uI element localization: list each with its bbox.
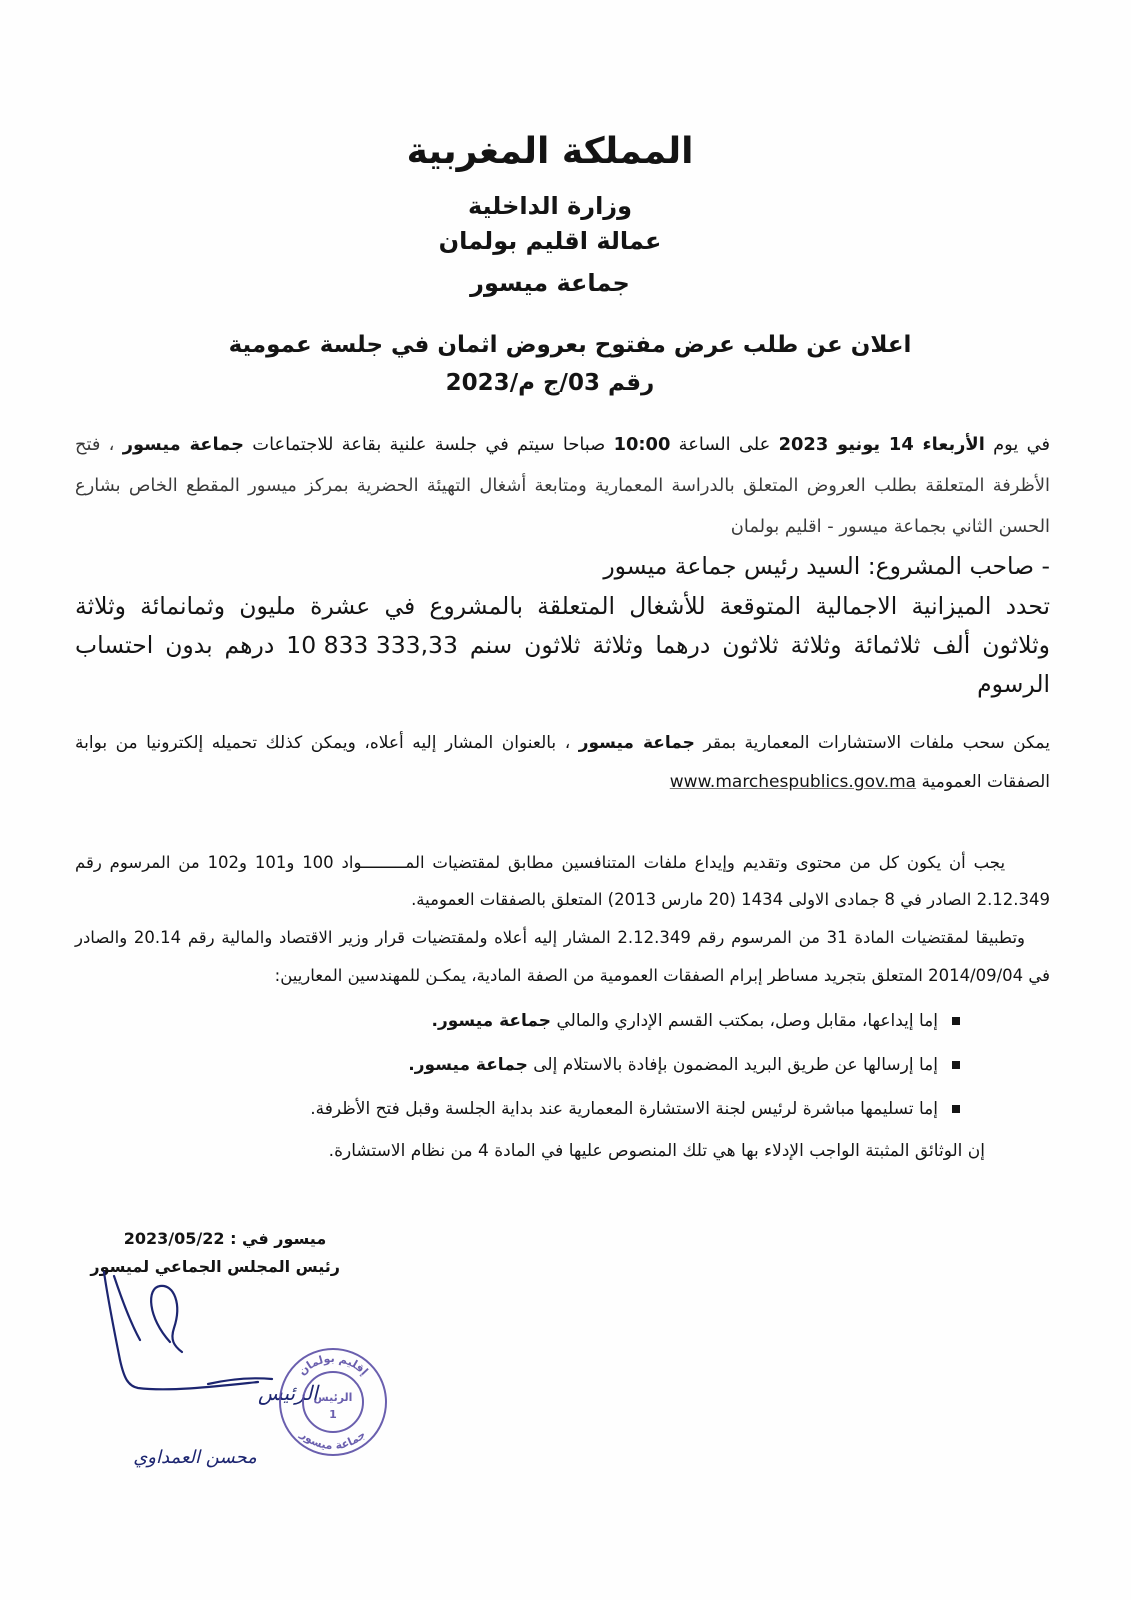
signature-title: الرئيس xyxy=(258,1381,318,1405)
square-bullet-icon xyxy=(952,1105,960,1113)
signature-stroke xyxy=(104,1272,258,1389)
signature-loop xyxy=(151,1286,182,1352)
option-deposit xyxy=(75,999,960,1043)
opening-paragraph xyxy=(75,424,1050,547)
opening-text: في يوم xyxy=(993,434,1050,455)
signature-and-stamp xyxy=(90,1270,410,1500)
opening-text: على الساعة xyxy=(678,434,771,455)
signatory-role: رئيس المجلس الجماعي لميسور xyxy=(90,1257,340,1276)
square-bullet-icon xyxy=(952,1061,960,1069)
prefecture-heading: عمالة اقليم بولمان xyxy=(438,227,662,255)
budget-amount: 10 833 333,33 xyxy=(286,630,458,659)
budget-text: تحدد الميزانية الاجمالية المتوقعة للأشغال المتعلقة بالمشروع في عشرة مليون وثمانمائة وثلاثة وثلاثون ألف ثلاثمائة وثلاثة ثلاثون درهما وثلاثة ثلاثون سنم xyxy=(75,591,1050,659)
submission-options-list xyxy=(75,999,1050,1132)
stamp-bottom-text: جماعة ميسور xyxy=(297,1427,369,1453)
session-date: الأربعاء 14 يونيو 2023 xyxy=(778,434,985,455)
option-text xyxy=(408,1043,938,1087)
commune-name: جماعة ميسور xyxy=(578,733,695,754)
signature-name: محسن العمداوي xyxy=(133,1447,257,1468)
announcement-number: رقم 03/ج م/2023 xyxy=(445,370,655,396)
download-paragraph xyxy=(75,724,1050,802)
option-handover xyxy=(75,1087,960,1131)
commune-heading: جماعة ميسور xyxy=(470,269,630,297)
project-owner: - صاحب المشروع: السيد رئيس جماعة ميسور xyxy=(603,552,1050,581)
opening-text: صباحا سيتم في جلسة علنية بقاعة للاجتماعات xyxy=(252,434,606,455)
square-bullet-icon xyxy=(952,1017,960,1025)
handwritten-signature xyxy=(104,1272,320,1468)
option-text-main: إما إرسالها عن طريق البريد المضمون بإفادة بالاستلام إلى xyxy=(533,1054,938,1075)
option-text xyxy=(432,999,938,1043)
kingdom-heading: المملكة المغربية xyxy=(406,131,694,172)
download-text: يمكن سحب ملفات الاستشارات المعمارية بمقر xyxy=(703,733,1050,754)
stamp-top-text: إقليم بولمان xyxy=(295,1351,371,1378)
budget-paragraph xyxy=(75,587,1050,704)
portal-url: www.marchespublics.gov.ma xyxy=(669,772,917,793)
announcement-title: اعلان عن طلب عرض مفتوح بعروض اثمان في جلسة عمومية xyxy=(228,332,912,358)
documents-note: إن الوثائق المثبتة الواجب الإدلاء بها هي تلك المنصوص عليها في المادة 4 من نظام الاستشارة. xyxy=(328,1141,985,1162)
signature-stroke xyxy=(114,1276,140,1340)
place-and-date: ميسور في : 2023/05/22 xyxy=(123,1229,327,1248)
stamp-center-number: 1 xyxy=(329,1408,337,1421)
commune-name: جماعة ميسور xyxy=(122,434,244,455)
budget-text-after: درهم بدون احتساب الرسوم xyxy=(75,630,1050,698)
download-text: ، بالعنوان المشار إليه أعلاه، ويمكن كذلك تحميله إلكترونيا من بوابة الصفقات العمومية xyxy=(75,733,1050,793)
session-time: 10:00 xyxy=(613,434,671,455)
opening-text: ، فتح الأظرفة المتعلقة بطلب العروض المتعلق بالدراسة المعمارية ومتابعة أشغال التهيئة الحضرية بمركز ميسور المقطع الخاص بشارع الحسن الثاني بجماعة ميسور - اقليم بولمان xyxy=(75,434,1050,538)
conformity-paragraph: يجب أن يكون كل من محتوى وتقديم وإيداع ملفات المتنافسين مطابق لمقتضيات المـــــــــواد 100 و101 و102 من المرسوم رقم 2.12.349 الصادر في 8 جمادى الاولى 1434 (20 مارس 2013) المتعلق بالصفقات العمومية. xyxy=(75,852,1050,910)
option-text-main: إما إيداعها، مقابل وصل، بمكتب القسم الإداري والمالي xyxy=(556,1010,938,1031)
stamp-center-title: الرئيس xyxy=(313,1391,353,1404)
commune-name: جماعة ميسور. xyxy=(431,1010,552,1031)
announcement-body xyxy=(75,424,1050,1172)
option-mail xyxy=(75,1043,960,1087)
option-text: إما تسليمها مباشرة لرئيس لجنة الاستشارة المعمارية عند بداية الجلسة وقبل فتح الأظرفة. xyxy=(310,1098,938,1119)
commune-name: جماعة ميسور. xyxy=(408,1054,528,1075)
ministry-heading: وزارة الداخلية xyxy=(467,192,633,220)
application-paragraph: وتطبيقا لمقتضيات المادة 31 من المرسوم رقم 2.12.349 المشار إليه أعلاه ولمقتضيات قرار وزير الاقتصاد والمالية رقم 20.14 والصادر في 2014/09/04 المتعلق بتجريد مساطر إبرام الصفقات العمومية من الصفة المادية، يمكـن للمهندسين المعاريين: xyxy=(75,928,1050,986)
